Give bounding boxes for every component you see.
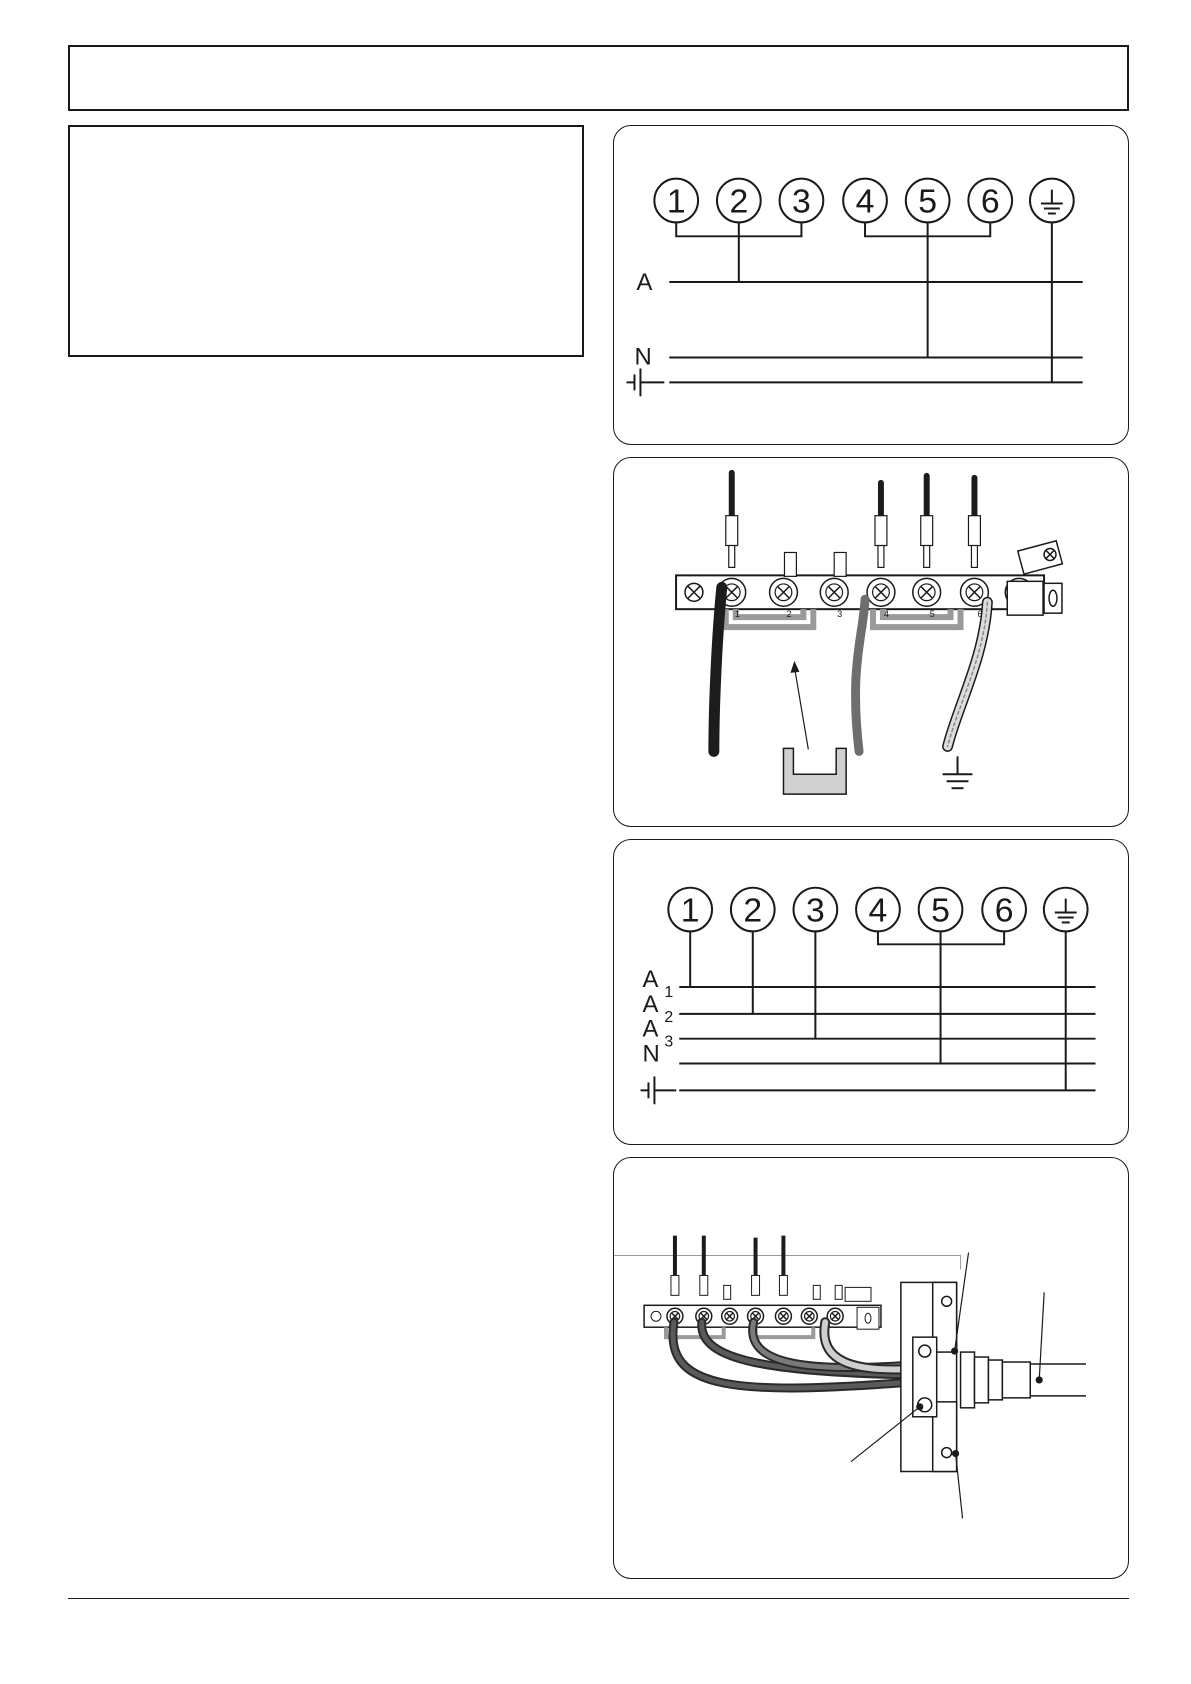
- intro-note-box: [68, 125, 584, 357]
- loose-link-part: [783, 748, 846, 794]
- terminal-label-1: 1: [680, 891, 700, 930]
- earth-icon: [943, 756, 973, 788]
- terminal-label-2: 2: [729, 182, 749, 221]
- terminal-number: 5: [929, 609, 935, 620]
- live-wire: [714, 587, 722, 751]
- terminal-label-1: 1: [666, 182, 686, 221]
- terminal-label-6: 6: [980, 182, 1000, 221]
- terminal-number: 6: [977, 609, 983, 620]
- three-phase-terminal-block-illustration: [613, 1157, 1129, 1579]
- terminal-label-3: 3: [805, 891, 825, 930]
- terminal-label-3: 3: [792, 182, 811, 221]
- cable-gland: [901, 1282, 1086, 1471]
- live-label: A: [636, 268, 653, 296]
- phase-2-label: A: [642, 990, 659, 1018]
- footer-rule: [68, 1598, 1129, 1599]
- three-phase-diagram-svg: [614, 840, 1128, 1144]
- single-phase-wiring-diagram: [613, 125, 1129, 445]
- terminal-number: 3: [837, 609, 843, 620]
- neutral-wire: [856, 599, 866, 751]
- terminal-label-6: 6: [994, 891, 1014, 930]
- terminal-label-5: 5: [918, 182, 938, 221]
- terminal-block-svg: [614, 458, 1128, 826]
- terminal-label-4: 4: [868, 891, 888, 930]
- terminal-label-4: 4: [855, 182, 875, 221]
- phase-1-subscript: 1: [664, 983, 674, 1001]
- single-phase-diagram-svg: [614, 126, 1128, 444]
- phase-3-subscript: 3: [664, 1033, 674, 1051]
- phase-3-label: A: [642, 1015, 659, 1043]
- terminal-label-5: 5: [931, 891, 950, 930]
- terminal-number: 4: [884, 609, 890, 620]
- phase-2-subscript: 2: [664, 1008, 674, 1026]
- phase-1-label: A: [642, 966, 659, 994]
- three-phase-wiring-diagram: [613, 839, 1129, 1145]
- three-phase-block-svg: [614, 1158, 1128, 1578]
- terminal-number: 2: [786, 609, 792, 620]
- page-title-box: [68, 45, 1129, 111]
- terminal-label-2: 2: [743, 891, 763, 930]
- neutral-label: N: [642, 1040, 660, 1068]
- single-phase-terminal-block-illustration: [613, 457, 1129, 827]
- neutral-label: N: [634, 343, 652, 371]
- terminal-number: 1: [734, 609, 740, 620]
